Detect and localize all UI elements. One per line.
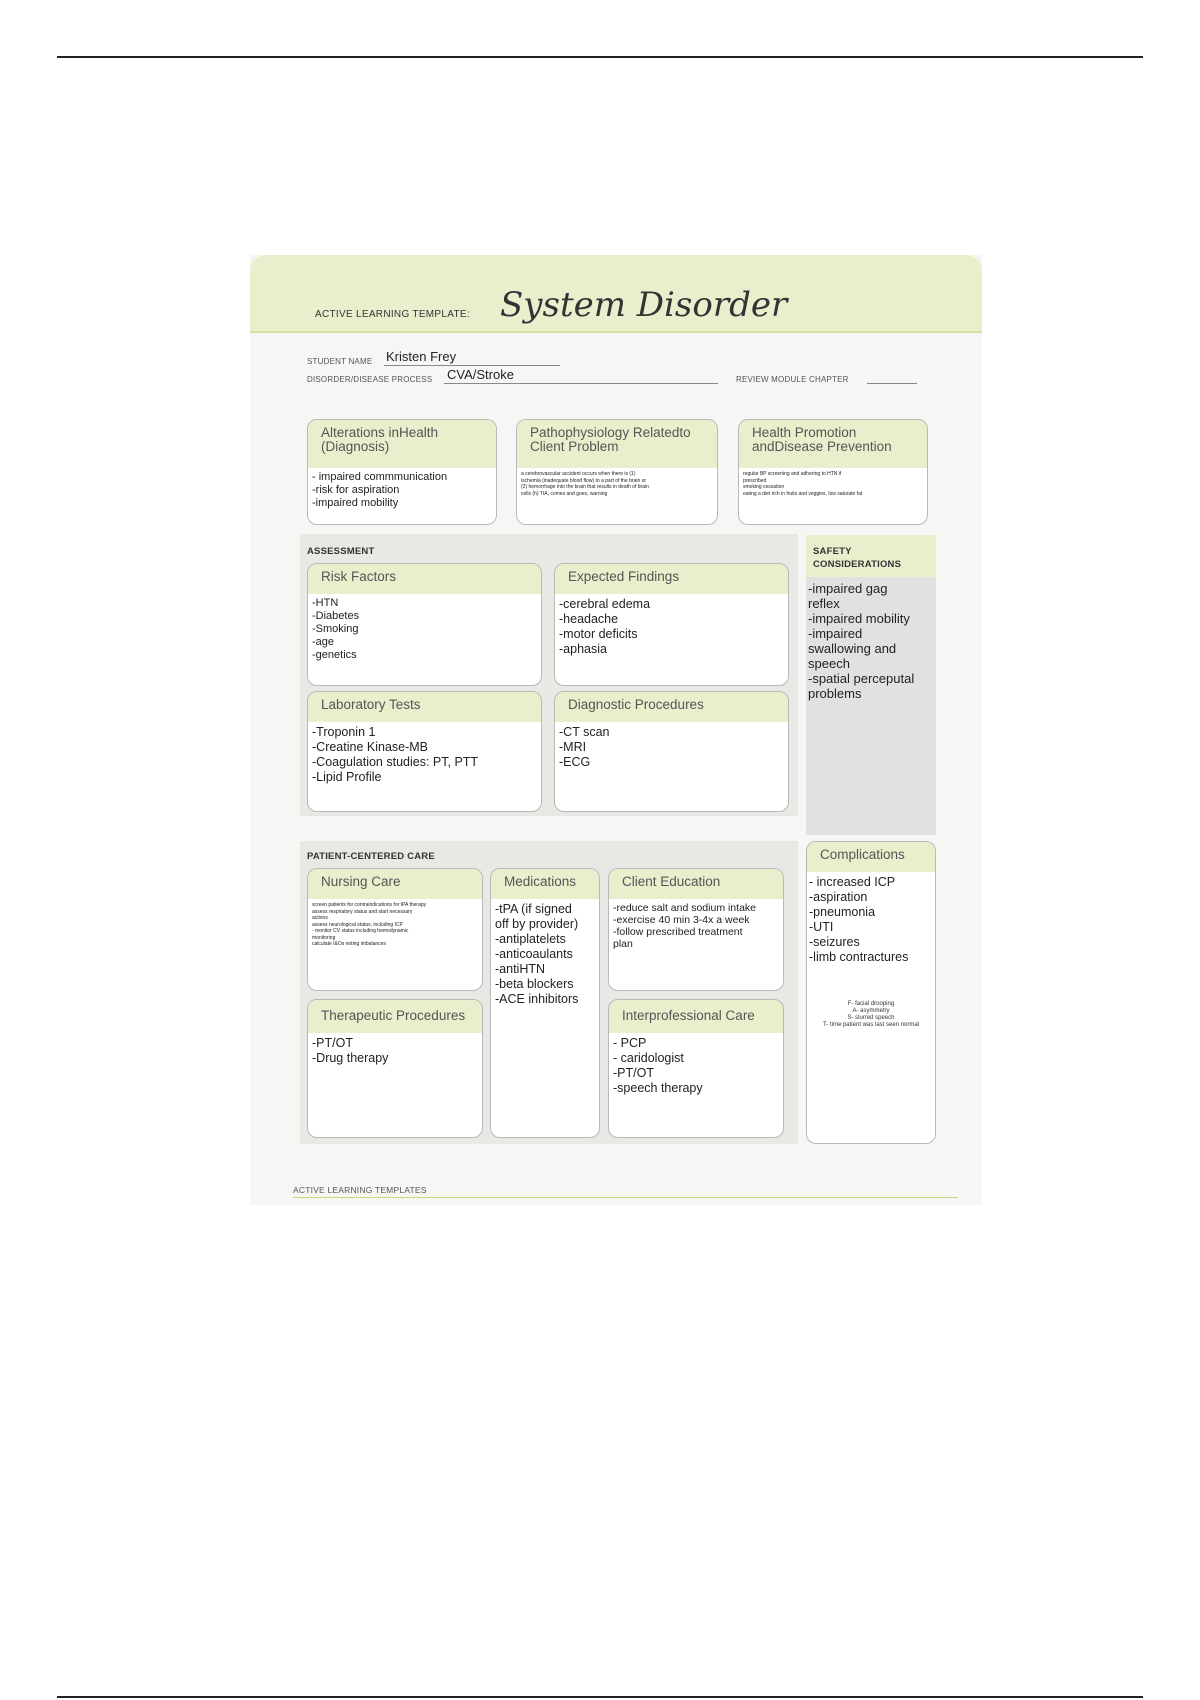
header-label: ACTIVE LEARNING TEMPLATE:: [315, 309, 470, 320]
safety-considerations-content: -impaired gag reflex -impaired mobility -impaired swallowing and speech -spatial perceputal problems: [808, 581, 915, 701]
template-header: [250, 255, 982, 333]
client-education-box: [608, 868, 784, 991]
health-promotion-box: [738, 419, 928, 525]
therapeutic-procedures-content: -PT/OT -Drug therapy: [312, 1036, 389, 1065]
alterations-in-health-title: Alterations inHealth (Diagnosis): [308, 420, 496, 468]
complications-title: Complications: [807, 842, 935, 872]
client-education-title: Client Education: [609, 869, 783, 899]
expected-findings-box: [554, 563, 789, 686]
assessment-panel: [300, 534, 798, 816]
patient-centered-care-label: PATIENT-CENTERED CARE: [307, 851, 435, 862]
disorder-line: [444, 383, 718, 384]
footer-line: [293, 1197, 958, 1198]
student-name-label: STUDENT NAME: [307, 357, 373, 366]
laboratory-tests-box: [307, 691, 542, 812]
laboratory-tests-title: Laboratory Tests: [308, 692, 541, 722]
interprofessional-care-content: - PCP - caridologist -PT/OT -speech therapy: [613, 1036, 703, 1095]
interprofessional-care-title: Interprofessional Care: [609, 1000, 783, 1033]
pathophysiology-content: a cerebrovascular accident occurs when there is (1) ischemia (inadequate blood flow) to a part of the brain or (2) hemorrhage into the brain that results in death of brain cells (h) TIA, comes and goes, warning: [521, 471, 649, 497]
risk-factors-title: Risk Factors: [308, 564, 541, 594]
client-education-content: -reduce salt and sodium intake -exercise 40 min 3-4x a week -follow prescribed treatment plan: [613, 902, 756, 950]
disorder-label: DISORDER/DISEASE PROCESS: [307, 375, 433, 384]
nursing-care-title: Nursing Care: [308, 869, 482, 899]
health-promotion-title: Health Promotion andDisease Prevention: [739, 420, 927, 468]
risk-factors-box: [307, 563, 542, 686]
safety-considerations-panel: [806, 535, 936, 835]
complications-box: [806, 841, 936, 1144]
laboratory-tests-content: -Troponin 1 -Creatine Kinase-MB -Coagulation studies: PT, PTT -Lipid Profile: [312, 725, 479, 784]
diagnostic-procedures-content: -CT scan -MRI -ECG: [559, 725, 610, 769]
therapeutic-procedures-title: Therapeutic Procedures: [308, 1000, 482, 1033]
medications-content: -tPA (if signed off by provider) -antiplatelets -anticoaulants -antiHTN -beta blockers -ACE inhibitors: [495, 902, 579, 1006]
template-page: [250, 255, 982, 1205]
student-name-value: Kristen Frey: [386, 349, 457, 364]
footer-label: ACTIVE LEARNING TEMPLATES: [293, 1185, 427, 1195]
expected-findings-content: -cerebral edema -headache -motor deficits -aphasia: [559, 597, 651, 656]
disorder-value: CVA/Stroke: [447, 367, 514, 382]
therapeutic-procedures-box: [307, 999, 483, 1138]
bottom-rule: [57, 1696, 1143, 1698]
pathophysiology-box: [516, 419, 718, 525]
risk-factors-content: -HTN -Diabetes -Smoking -age -genetics: [312, 597, 360, 661]
alterations-in-health-box: [307, 419, 497, 525]
medications-title: Medications: [491, 869, 599, 899]
interprofessional-care-box: [608, 999, 784, 1138]
expected-findings-title: Expected Findings: [555, 564, 788, 594]
fast-mnemonic: F- facial drooping A- asymmetry S- slurred speech T- time patient was last seen normal: [822, 1001, 920, 1028]
alterations-in-health-content: - impaired commmunication -risk for aspiration -impaired mobility: [312, 471, 448, 509]
page-title: System Disorder: [500, 285, 788, 325]
review-module-label: REVIEW MODULE CHAPTER: [736, 375, 849, 384]
medications-box: [490, 868, 600, 1138]
review-module-line: [867, 383, 917, 384]
nursing-care-content: screen patients for contraindications for tPA therapy assess respiratory status and start necessary actions assess neurological status, including ICP - monitor CV status including hemodynamic monitoring calculate I&Os noting imbalances: [312, 902, 427, 947]
complications-content: - increased ICP -aspiration -pneumonia -UTI -seizures -limb contractures: [809, 875, 909, 964]
pathophysiology-title: Pathophysiology Relatedto Client Problem: [517, 420, 717, 468]
student-name-line: [384, 365, 560, 366]
safety-considerations-label: SAFETY CONSIDERATIONS: [806, 535, 936, 577]
top-rule: [57, 56, 1143, 58]
diagnostic-procedures-box: [554, 691, 789, 812]
assessment-label: ASSESSMENT: [307, 546, 375, 557]
patient-centered-care-panel: [300, 841, 798, 1144]
nursing-care-box: [307, 868, 483, 991]
diagnostic-procedures-title: Diagnostic Procedures: [555, 692, 788, 722]
health-promotion-content: regular BP screening and adhering to HTN if prescribed smoking cessation eating a diet rich in fruits and veggies, low saturate fat: [743, 471, 863, 497]
